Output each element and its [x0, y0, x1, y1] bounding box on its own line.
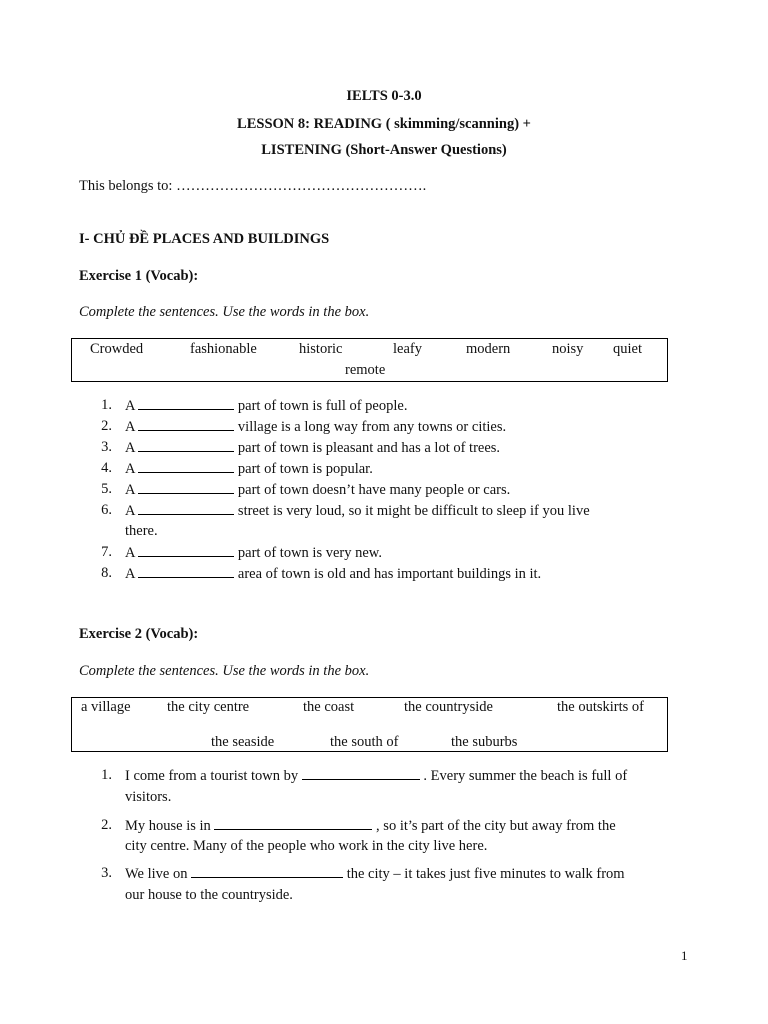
exercise1-word-box: [71, 338, 668, 382]
course-title: IELTS 0-3.0: [346, 88, 422, 104]
word-box-item: the coast: [303, 699, 355, 715]
word-box-item: the suburbs: [451, 734, 518, 750]
word-box-item: the seaside: [211, 734, 275, 750]
exercise2-word-box: [71, 697, 668, 752]
exercise2-title: Exercise 2 (Vocab):: [79, 626, 199, 642]
answer-blank[interactable]: [138, 439, 234, 452]
lesson-title: LESSON 8: READING ( skimming/scanning) +: [237, 116, 531, 132]
answer-blank[interactable]: [138, 418, 234, 431]
exercise2-instruction: Complete the sentences. Use the words in the box.: [79, 663, 370, 679]
word-box-item: remote: [345, 362, 386, 378]
answer-blank[interactable]: [138, 397, 234, 410]
word-box-item: the outskirts of: [557, 699, 644, 715]
word-box-item: a village: [81, 699, 131, 715]
page-number: 1: [681, 948, 688, 963]
word-box-item: the city centre: [167, 699, 250, 715]
answer-blank[interactable]: [191, 865, 343, 878]
word-box-item: fashionable: [190, 341, 257, 357]
lesson-subtitle: LISTENING (Short-Answer Questions): [261, 142, 507, 158]
answer-blank[interactable]: [214, 817, 372, 830]
word-box-item: modern: [466, 341, 511, 357]
word-box-item: noisy: [552, 341, 584, 357]
answer-blank[interactable]: [302, 767, 420, 780]
answer-blank[interactable]: [138, 565, 234, 578]
section-title: I- CHỦ ĐỀ PLACES AND BUILDINGS: [79, 231, 330, 247]
word-box-item: the countryside: [404, 699, 493, 715]
answer-blank[interactable]: [138, 481, 234, 494]
exercise1-instruction: Complete the sentences. Use the words in the box.: [79, 304, 370, 320]
word-box-item: historic: [299, 341, 343, 357]
word-box-item: Crowded: [90, 341, 144, 357]
exercise1-title: Exercise 1 (Vocab):: [79, 268, 199, 284]
answer-blank[interactable]: [138, 544, 234, 557]
answer-blank[interactable]: [138, 460, 234, 473]
answer-blank[interactable]: [138, 502, 234, 515]
word-box-item: the south of: [330, 734, 399, 750]
word-box-item: quiet: [613, 341, 642, 357]
document-page: IELTS 0-3.0 LESSON 8: READING ( skimming/scanning) + LISTENING (Short-Answer Questions) This belongs to: ……………………………………………. I- CHỦ ĐỀ PLACES AND BUILDINGS Exercise 1 (Vocab): Complete the sentences. Use the words in the box. Crowded fashionable historic leafy modern noisy quiet remote 1. A part of town is full of people. 2. A village is a long way from any towns or cities. 3. A part of town is pleasant and has a lot of trees. 4. A part of town is popular. 5. A part of town doesn’t have many people or cars. 6. A street is very loud, so it might be difficult to sleep if you live there. 7. A part of town is very new. 8. A area of town is old and has important buildings in it. Exercise 2 (Vocab): Complete the sentences. Use the words in the box. a village the city centre the coast the countryside the outskirts of the seaside the south of the suburbs 1. I come from a tourist town by . Every summer the beach is full of visitors. 2. My house is in , so it’s part of the city but away from the city centre. Many of the people who work in the city live here. 3. We live on the city – it takes just five minutes to walk from our house to the countryside. 1: [0, 0, 768, 1024]
belongs-to-line: This belongs to: …………………………………………….: [79, 178, 427, 194]
word-box-item: leafy: [393, 341, 422, 357]
